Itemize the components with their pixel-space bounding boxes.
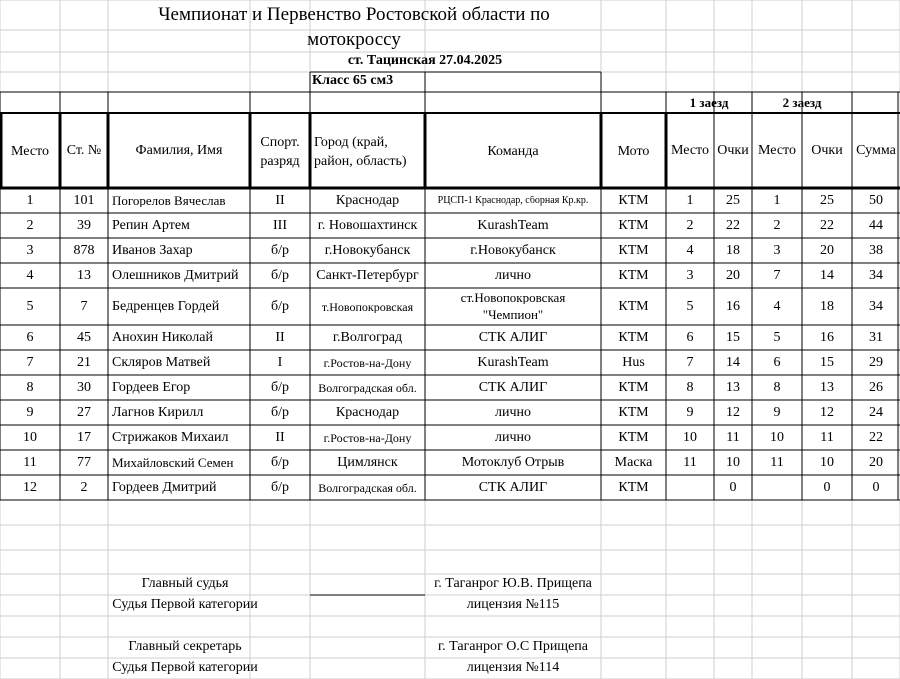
cell-team: лично — [494, 405, 531, 420]
cell-heat2-place: 1 — [773, 193, 781, 208]
cell-place: 12 — [23, 480, 37, 495]
cell-sum: 22 — [869, 430, 883, 445]
cell-heat1-points: 13 — [726, 380, 740, 395]
cell-sum: 20 — [869, 455, 883, 470]
cell-name: Стрижаков Михаил — [112, 430, 229, 445]
col-header-heat2-points: Очки — [811, 143, 843, 158]
cell-team: лично — [494, 430, 531, 445]
cell-sum: 44 — [869, 218, 883, 233]
cell-team: СТК АЛИГ — [478, 380, 548, 395]
page-title-line1: Чемпионат и Первенство Ростовской области по — [158, 4, 550, 25]
cell-sum: 34 — [869, 299, 883, 314]
cell-team: лично — [494, 268, 531, 283]
cell-heat1-points: 16 — [726, 299, 740, 314]
cell-heat1-place: 1 — [686, 193, 694, 208]
cell-heat1-place: 11 — [683, 455, 697, 470]
cell-heat1-place: 5 — [686, 299, 694, 314]
cell-heat1-place: 4 — [686, 243, 694, 258]
cell-moto: КТМ — [618, 330, 649, 345]
col-header-sum: Сумма — [856, 143, 896, 158]
cell-heat2-place: 3 — [773, 243, 781, 258]
chief-judge-name: г. Таганрог Ю.В. Прищепа — [434, 576, 592, 591]
cell-city: Санкт-Петербург — [316, 268, 419, 283]
cell-place: 1 — [26, 193, 34, 208]
cell-heat2-points: 10 — [820, 455, 834, 470]
col-header-rank-line2: разряд — [260, 154, 300, 169]
cell-heat1-place: 9 — [686, 405, 694, 420]
cell-start-no: 30 — [77, 380, 91, 395]
cell-start-no: 878 — [73, 243, 95, 258]
cell-team: СТК АЛИГ — [478, 330, 548, 345]
cell-team: г.Новокубанск — [470, 243, 556, 258]
cell-city: Волгоградская обл. — [318, 481, 417, 494]
cell-city: г. Новошахтинск — [317, 218, 418, 233]
cell-start-no: 39 — [77, 218, 91, 233]
cell-heat2-points: 18 — [820, 299, 834, 314]
heat1-header: 1 заезд — [689, 95, 729, 110]
cell-start-no: 101 — [73, 193, 95, 208]
cell-team: KurashTeam — [477, 355, 549, 370]
cell-name: Михайловский Семен — [112, 456, 234, 469]
cell-place: 8 — [26, 380, 34, 395]
cell-heat2-points: 11 — [820, 430, 834, 445]
cell-sum: 50 — [869, 193, 883, 208]
cell-heat2-place: 7 — [773, 268, 781, 283]
cell-team: РЦСП-1 Краснодар, сборная Кр.кр. — [437, 195, 589, 206]
cell-heat2-place: 2 — [773, 218, 781, 233]
cell-rank: II — [275, 330, 285, 345]
cell-name: Гордеев Егор — [112, 380, 191, 395]
cell-place: 2 — [26, 218, 34, 233]
cell-heat2-place: 6 — [773, 355, 781, 370]
cell-moto: КТМ — [618, 299, 649, 314]
cell-heat1-points: 22 — [726, 218, 740, 233]
cell-heat1-place: 7 — [686, 355, 694, 370]
chief-judge-license: лицензия №115 — [466, 597, 560, 612]
chief-secretary-name: г. Таганрог О.С Прищепа — [437, 639, 589, 654]
col-header-city-line2: район, область) — [314, 154, 407, 169]
col-header-start-no: Ст. № — [66, 143, 102, 158]
cell-heat2-points: 25 — [820, 193, 834, 208]
cell-sum: 29 — [869, 355, 883, 370]
cell-moto: Hus — [622, 355, 645, 370]
cell-city: г.Ростов-на-Дону — [323, 431, 412, 444]
cell-place: 4 — [26, 268, 34, 283]
cell-name: Репин Артем — [112, 218, 190, 233]
chief-secretary-label: Главный секретарь — [128, 639, 242, 654]
cell-sum: 24 — [869, 405, 883, 420]
col-header-team: Команда — [487, 144, 539, 159]
cell-sum: 31 — [869, 330, 883, 345]
cell-city: г.Волгоград — [332, 330, 403, 345]
cell-rank: б/р — [270, 405, 289, 420]
cell-moto: КТМ — [618, 480, 649, 495]
location-date: ст. Тацинская 27.04.2025 — [347, 53, 503, 68]
cell-heat2-place: 5 — [773, 330, 781, 345]
cell-rank: II — [275, 193, 285, 208]
cell-moto: КТМ — [618, 193, 649, 208]
col-header-rank-line1: Спорт. — [260, 135, 300, 150]
cell-team: ст.Новопокровская — [460, 291, 566, 304]
cell-moto: КТМ — [618, 430, 649, 445]
cell-place: 6 — [26, 330, 34, 345]
cell-heat2-points: 14 — [820, 268, 834, 283]
cell-sum: 26 — [869, 380, 883, 395]
cell-heat1-points: 14 — [726, 355, 740, 370]
cell-heat2-points: 20 — [820, 243, 834, 258]
chief-secretary-category: Судья Первой категории — [112, 660, 258, 675]
cell-city: Цимлянск — [337, 455, 398, 470]
cell-place: 5 — [26, 299, 34, 314]
cell-place: 3 — [26, 243, 34, 258]
cell-rank: б/р — [270, 243, 289, 258]
cell-rank: II — [275, 430, 285, 445]
cell-heat2-place: 8 — [773, 380, 781, 395]
cell-city: Краснодар — [335, 193, 400, 208]
chief-judge-label: Главный судья — [141, 576, 229, 591]
cell-name: Бедренцев Гордей — [112, 299, 220, 314]
cell-heat2-place: 11 — [770, 455, 784, 470]
cell-heat2-points: 16 — [820, 330, 834, 345]
cell-start-no: 27 — [77, 405, 91, 420]
cell-rank: I — [277, 355, 283, 370]
cell-place: 7 — [26, 355, 34, 370]
cell-heat1-points: 25 — [726, 193, 740, 208]
cell-moto: КТМ — [618, 268, 649, 283]
cell-heat1-points: 11 — [726, 430, 740, 445]
cell-start-no: 7 — [80, 299, 88, 314]
cell-city: т.Новопокровская — [321, 300, 414, 313]
cell-name: Лагнов Кирилл — [112, 405, 204, 420]
cell-city: Краснодар — [335, 405, 400, 420]
cell-heat1-place: 3 — [686, 268, 694, 283]
cell-name: Иванов Захар — [112, 243, 193, 258]
cell-rank: б/р — [270, 268, 289, 283]
col-header-place: Место — [11, 144, 49, 159]
cell-start-no: 13 — [77, 268, 91, 283]
cell-sum: 34 — [869, 268, 883, 283]
cell-moto: КТМ — [618, 243, 649, 258]
page-title-line2: мотокроссу — [307, 29, 401, 50]
cell-rank: б/р — [270, 480, 289, 495]
col-header-heat1-place: Место — [671, 143, 709, 158]
cell-rank: III — [273, 218, 287, 233]
cell-team-line2: "Чемпион" — [482, 307, 544, 322]
cell-place: 9 — [26, 405, 34, 420]
cell-start-no: 45 — [77, 330, 91, 345]
cell-heat1-place: 8 — [686, 380, 694, 395]
cell-sum: 0 — [872, 480, 880, 495]
col-header-heat2-place: Место — [758, 143, 796, 158]
cell-heat2-place: 4 — [773, 299, 781, 314]
cell-heat1-place: 10 — [683, 430, 697, 445]
cell-heat1-place: 6 — [686, 330, 694, 345]
chief-secretary-license: лицензия №114 — [466, 660, 560, 675]
cell-name: Олешников Дмитрий — [112, 268, 239, 283]
cell-heat1-points: 12 — [726, 405, 740, 420]
cell-start-no: 17 — [77, 430, 91, 445]
cell-name: Погорелов Вячеслав — [112, 194, 226, 207]
col-header-city-line1: Город (край, — [314, 135, 388, 150]
cell-team: KurashTeam — [477, 218, 549, 233]
cell-moto: Маска — [614, 455, 653, 470]
cell-heat1-points: 0 — [729, 480, 737, 495]
cell-city: г.Новокубанск — [324, 243, 411, 258]
cell-heat2-points: 22 — [820, 218, 834, 233]
cell-heat2-points: 13 — [820, 380, 834, 395]
cell-heat1-points: 18 — [726, 243, 740, 258]
col-header-name: Фамилия, Имя — [135, 143, 223, 158]
cell-moto: КТМ — [618, 380, 649, 395]
cell-heat2-points: 12 — [820, 405, 834, 420]
cell-heat2-place: 10 — [770, 430, 784, 445]
cell-heat2-points: 0 — [823, 480, 831, 495]
cell-heat2-points: 15 — [820, 355, 834, 370]
cell-heat1-place: 2 — [686, 218, 694, 233]
cell-name: Анохин Николай — [112, 330, 213, 345]
cell-name: Гордеев Дмитрий — [112, 480, 217, 495]
cell-rank: б/р — [270, 455, 289, 470]
col-header-moto: Мото — [617, 144, 650, 159]
heat2-header: 2 заезд — [782, 95, 822, 110]
chief-judge-category: Судья Первой категории — [112, 597, 258, 612]
cell-heat1-points: 15 — [726, 330, 740, 345]
cell-heat1-points: 10 — [726, 455, 740, 470]
cell-city: Волгоградская обл. — [318, 381, 417, 394]
cell-heat1-points: 20 — [726, 268, 740, 283]
cell-city: г.Ростов-на-Дону — [323, 356, 412, 369]
cell-sum: 38 — [869, 243, 883, 258]
cell-place: 11 — [23, 455, 37, 470]
cell-start-no: 2 — [80, 480, 88, 495]
cell-team: СТК АЛИГ — [478, 480, 548, 495]
cell-rank: б/р — [270, 380, 289, 395]
cell-team: Мотоклуб Отрыв — [461, 455, 565, 470]
cell-place: 10 — [23, 430, 37, 445]
cell-name: Скляров Матвей — [112, 355, 211, 370]
cell-start-no: 21 — [77, 355, 91, 370]
class-label: Класс 65 см3 — [312, 73, 394, 88]
cell-start-no: 77 — [77, 455, 91, 470]
col-header-heat1-points: Очки — [717, 143, 749, 158]
cell-heat2-place: 9 — [773, 405, 781, 420]
cell-moto: КТМ — [618, 218, 649, 233]
cell-rank: б/р — [270, 299, 289, 314]
cell-moto: КТМ — [618, 405, 649, 420]
